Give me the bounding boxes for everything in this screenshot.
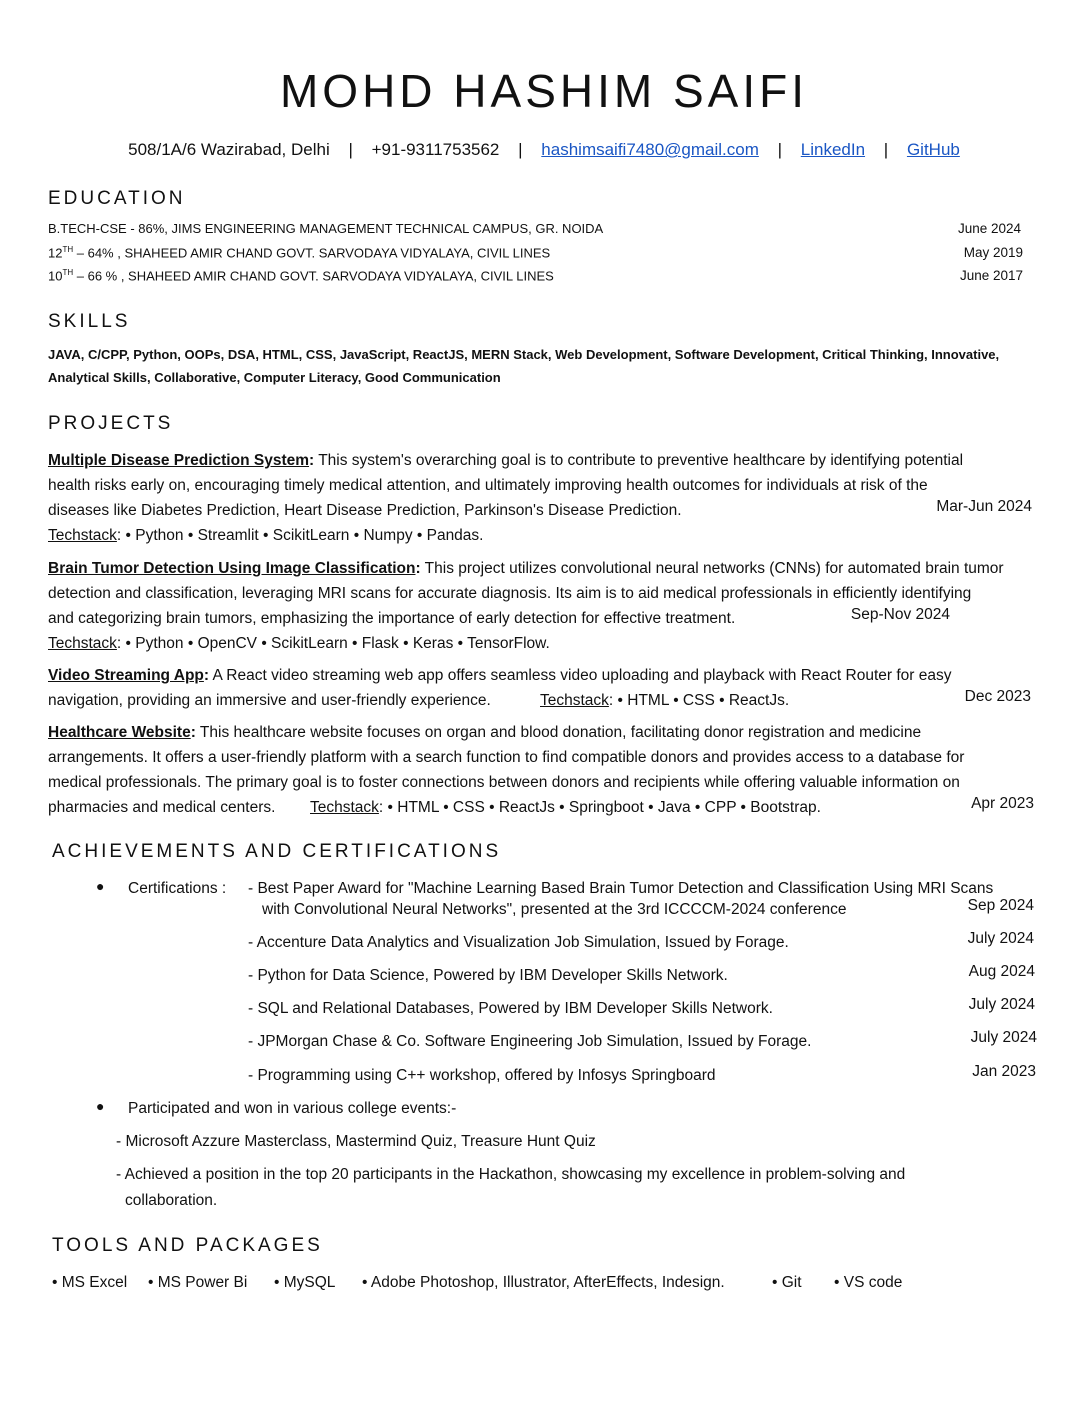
project-date: Dec 2023 <box>964 688 1031 705</box>
project-title: Healthcare Website <box>48 724 191 741</box>
certification-date: Jan 2023 <box>972 1063 1036 1080</box>
tool-item: • VS code <box>834 1274 903 1291</box>
project-title: Brain Tumor Detection Using Image Classification <box>48 560 416 577</box>
colon: : <box>415 560 421 577</box>
education-heading: EDUCATION <box>48 188 186 209</box>
project-line <box>48 556 1004 581</box>
techstack-label: Techstack <box>310 799 379 816</box>
event-item: - Achieved a position in the top 20 participants in the Hackathon, showcasing my excellence in problem-solving and <box>116 1166 906 1183</box>
project-line <box>48 663 951 688</box>
separator: | <box>518 140 523 159</box>
education-row-10th <box>48 268 554 283</box>
candidate-name: MOHD HASHIM SAIFI <box>279 65 809 117</box>
project-techstack <box>540 688 789 713</box>
project-line: detection and classification, leveraging MRI scans for accurate diagnosis. Its aim is to aid medical professionals in efficiently identifying <box>48 585 972 602</box>
tool-item: • MS Power Bi <box>148 1274 248 1291</box>
grade-suffix: TH <box>62 268 74 277</box>
certification-item: - Python for Data Science, Powered by IBM Developer Skills Network. <box>248 967 728 984</box>
project-line: pharmacies and medical centers. <box>48 799 276 816</box>
techstack-items: : • HTML • CSS • ReactJs. <box>608 692 790 709</box>
project-date: Apr 2023 <box>971 795 1034 812</box>
certification-date: Sep 2024 <box>967 897 1034 914</box>
tools-heading: TOOLS AND PACKAGES <box>52 1235 323 1256</box>
project-date: Sep-Nov 2024 <box>850 606 950 623</box>
grade-level: 12 <box>48 245 63 261</box>
project-text: This project utilizes convolutional neural networks (CNNs) for automated brain tumor <box>420 560 1004 577</box>
separator: | <box>348 140 353 159</box>
education-detail: – 64% , SHAHEED AMIR CHAND GOVT. SARVODAYA VIDYALAYA, CIVIL LINES <box>73 245 551 261</box>
grade-level: 10 <box>48 268 63 284</box>
contact-line <box>0 140 1088 160</box>
event-item: - Microsoft Azzure Masterclass, Mastermind Quiz, Treasure Hunt Quiz <box>116 1133 596 1150</box>
certifications-label: Certifications : <box>128 880 227 897</box>
certification-item: - SQL and Relational Databases, Powered by IBM Developer Skills Network. <box>248 1000 773 1017</box>
colon: : <box>309 452 315 469</box>
colon: : <box>190 724 196 741</box>
address: 508/1A/6 Wazirabad, Delhi <box>128 140 330 159</box>
project-line: and categorizing brain tumors, emphasizing the importance of early detection for effective treatment. <box>48 610 736 627</box>
certification-item-cont: with Convolutional Neural Networks", presented at the 3rd ICCCCM-2024 conference <box>262 901 847 918</box>
project-date: Mar-Jun 2024 <box>936 498 1032 515</box>
project-text: This healthcare website focuses on organ and blood donation, facilitating donor registration and medicine <box>195 724 922 741</box>
certification-date: Aug 2024 <box>968 963 1035 980</box>
education-date: June 2024 <box>957 221 1021 236</box>
colon: : <box>203 667 210 684</box>
project-title: Video Streaming App <box>48 667 204 684</box>
project-line: navigation, providing an immersive and user-friendly experience. <box>48 692 491 709</box>
techstack-label: Techstack <box>48 527 117 544</box>
skills-list: JAVA, C/CPP, Python, OOPs, DSA, HTML, CSS, JavaScript, ReactJS, MERN Stack, Web Development, Software Development, Critical Thinking, Innovative, Analytical Skills, Collaborative, Computer Literacy, Good Communication <box>48 347 1000 385</box>
bullet-icon: ● <box>96 1098 105 1114</box>
certification-item: - Programming using C++ workshop, offered by Infosys Springboard <box>248 1067 716 1084</box>
phone: +91-9311753562 <box>371 140 500 159</box>
certification-item: - Best Paper Award for "Machine Learning Based Brain Tumor Detection and Classification Using MRI Scans <box>248 880 994 897</box>
certification-item: - JPMorgan Chase & Co. Software Engineering Job Simulation, Issued by Forage. <box>248 1033 812 1050</box>
certification-date: July 2024 <box>970 1029 1037 1046</box>
techstack-label: Techstack <box>48 635 117 652</box>
certification-item: - Accenture Data Analytics and Visualization Job Simulation, Issued by Forage. <box>248 934 789 951</box>
grade-suffix: TH <box>62 245 74 254</box>
tool-item: • Git <box>772 1274 802 1291</box>
project-line: diseases like Diabetes Prediction, Heart Disease Prediction, Parkinson's Disease Prediction. <box>48 502 682 519</box>
achievements-heading: ACHIEVEMENTS AND CERTIFICATIONS <box>52 841 502 862</box>
skills-heading: SKILLS <box>48 311 131 332</box>
project-title: Multiple Disease Prediction System <box>48 452 310 469</box>
project-text: This system's overarching goal is to contribute to preventive healthcare by identifying potential <box>314 452 964 469</box>
project-line: arrangements. It offers a user-friendly platform with a search function to find compatible donors and provides access to a database for <box>48 749 965 766</box>
education-date: May 2019 <box>963 245 1023 260</box>
project-text: A React video streaming web app offers seamless video uploading and playback with React Router for easy <box>209 667 952 684</box>
techstack-items: : • Python • OpenCV • ScikitLearn • Flask • Keras • TensorFlow. <box>116 635 550 652</box>
separator: | <box>883 140 889 159</box>
bullet-icon: ● <box>96 878 105 894</box>
linkedin-link[interactable]: LinkedIn <box>800 140 866 159</box>
project-line: health risks early on, encouraging timely medical attention, and ultimately improving health outcomes for individuals at risk of the <box>48 477 928 494</box>
project-techstack <box>48 523 483 548</box>
project-line: medical professionals. The primary goal is to foster connections between donors and recipients while offering valuable information on <box>48 774 960 791</box>
project-line <box>48 448 963 473</box>
project-line <box>48 720 921 745</box>
email-link[interactable]: hashimsaifi7480@gmail.com <box>541 140 759 159</box>
project-techstack <box>48 631 550 656</box>
event-item-cont: collaboration. <box>125 1192 218 1209</box>
tool-item: • MySQL <box>274 1274 336 1291</box>
github-link[interactable]: GitHub <box>906 140 960 159</box>
projects-heading: PROJECTS <box>48 413 174 434</box>
education-row-12th <box>48 245 550 260</box>
education-detail: – 66 % , SHAHEED AMIR CHAND GOVT. SARVODAYA VIDYALAYA, CIVIL LINES <box>73 268 554 284</box>
techstack-items: : • HTML • CSS • ReactJs • Springboot • Java • CPP • Bootstrap. <box>378 799 821 816</box>
certification-date: July 2024 <box>968 996 1035 1013</box>
project-techstack <box>310 795 821 820</box>
tool-item: • Adobe Photoshop, Illustrator, AfterEffects, Indesign. <box>362 1274 725 1291</box>
education-row-btech: B.TECH-CSE - 86%, JIMS ENGINEERING MANAGEMENT TECHNICAL CAMPUS, GR. NOIDA <box>48 221 604 236</box>
education-date: June 2017 <box>959 268 1023 283</box>
techstack-label: Techstack <box>540 692 609 709</box>
events-label: Participated and won in various college events:- <box>128 1100 457 1117</box>
certification-date: July 2024 <box>967 930 1034 947</box>
tool-item: • MS Excel <box>52 1274 128 1291</box>
separator: | <box>777 140 783 159</box>
techstack-items: : • Python • Streamlit • ScikitLearn • Numpy • Pandas. <box>116 527 484 544</box>
